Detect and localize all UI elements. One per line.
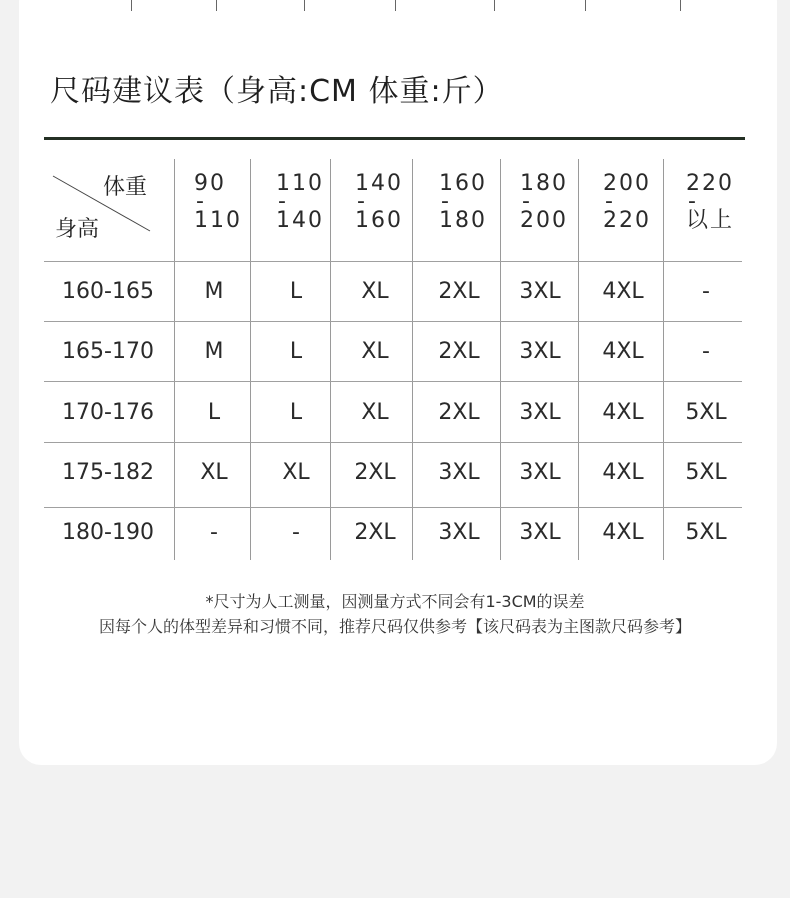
size-cell: 2XL: [438, 339, 480, 364]
size-cell: 4XL: [602, 520, 644, 545]
size-cell: 5XL: [685, 400, 727, 425]
tick: [494, 0, 495, 11]
size-cell: -: [702, 339, 710, 364]
size-cell: XL: [361, 279, 389, 304]
size-cell: 3XL: [438, 460, 480, 485]
fit-disclaimer: 因每个人的体型差异和习惯不同，推荐尺码仅供参考【该尺码表为主图款尺码参考】: [98, 617, 691, 636]
size-cell: L: [289, 400, 303, 425]
weight-range-bottom: 110: [194, 208, 242, 233]
tick: [585, 0, 586, 11]
size-cell: 2XL: [438, 400, 480, 425]
size-cell: 4XL: [602, 460, 644, 485]
size-cell: -: [210, 520, 218, 545]
weight-column-header: [520, 172, 568, 232]
size-cell: L: [289, 279, 303, 304]
title-divider: [44, 137, 745, 140]
size-cell: L: [289, 339, 303, 364]
weight-range-dash: -: [605, 189, 615, 214]
weight-range-dash: -: [522, 189, 532, 214]
weight-column-header: [439, 172, 487, 232]
size-cell: 3XL: [519, 520, 561, 545]
weight-range-bottom: 220: [603, 208, 651, 233]
tick: [131, 0, 132, 11]
size-cell: XL: [200, 460, 228, 485]
size-cell: 2XL: [354, 520, 396, 545]
weight-column-header: [276, 172, 324, 232]
size-cell: XL: [361, 339, 389, 364]
weight-range-top: 110: [276, 171, 324, 196]
weight-range-top: 160: [439, 171, 487, 196]
size-cell: 4XL: [602, 279, 644, 304]
weight-range-bottom: 以上: [686, 208, 735, 233]
tick: [216, 0, 217, 11]
grid-row-line: [44, 261, 742, 262]
size-cell: M: [204, 279, 224, 304]
size-cell: -: [702, 279, 710, 304]
size-cell: 3XL: [519, 279, 561, 304]
size-cell: 4XL: [602, 339, 644, 364]
corner-height-label: 身高: [55, 217, 100, 242]
size-cell: 3XL: [519, 400, 561, 425]
grid-row-line: [44, 442, 742, 443]
grid-column-line: [663, 159, 664, 560]
weight-range-bottom: 200: [520, 208, 568, 233]
height-range-cell: 165-170: [62, 339, 154, 364]
size-cell: 3XL: [438, 520, 480, 545]
weight-range-bottom: 140: [276, 208, 324, 233]
height-range-cell: 160-165: [62, 279, 154, 304]
size-cell: 3XL: [519, 339, 561, 364]
weight-range-dash: -: [196, 189, 206, 214]
size-cell: 2XL: [438, 279, 480, 304]
weight-range-top: 90: [194, 171, 226, 196]
tick: [680, 0, 681, 11]
size-cell: 5XL: [685, 460, 727, 485]
weight-range-top: 200: [603, 171, 651, 196]
size-cell: M: [204, 339, 224, 364]
weight-column-header: [355, 172, 403, 232]
weight-range-dash: -: [357, 189, 367, 214]
grid-row-line: [44, 321, 742, 322]
size-cell: XL: [282, 460, 310, 485]
size-cell: 2XL: [354, 460, 396, 485]
weight-column-header: [686, 172, 734, 232]
measurement-note: *尺寸为人工测量，因测量方式不同会有1-3CM的误差: [205, 592, 585, 611]
height-range-cell: 175-182: [62, 460, 154, 485]
height-range-cell: 180-190: [62, 520, 154, 545]
size-cell: 3XL: [519, 460, 561, 485]
weight-column-header: [194, 172, 242, 232]
weight-range-top: 180: [520, 171, 568, 196]
corner-weight-label: 体重: [103, 175, 148, 200]
size-cell: 4XL: [602, 400, 644, 425]
weight-range-dash: -: [278, 189, 288, 214]
page-title: 尺码建议表（身高:CM 体重:斤）: [50, 74, 504, 109]
weight-range-dash: -: [688, 189, 698, 214]
tick: [304, 0, 305, 11]
weight-range-top: 220: [686, 171, 734, 196]
size-cell: XL: [361, 400, 389, 425]
weight-range-dash: -: [441, 189, 451, 214]
top-divider-ticks: [0, 0, 790, 12]
size-cell: -: [292, 520, 300, 545]
weight-range-top: 140: [355, 171, 403, 196]
height-range-cell: 170-176: [62, 400, 154, 425]
weight-range-bottom: 160: [355, 208, 403, 233]
tick: [395, 0, 396, 11]
weight-range-bottom: 180: [439, 208, 487, 233]
weight-column-header: [603, 172, 651, 232]
grid-row-line: [44, 507, 742, 508]
size-cell: L: [207, 400, 221, 425]
size-cell: 5XL: [685, 520, 727, 545]
grid-row-line: [44, 381, 742, 382]
